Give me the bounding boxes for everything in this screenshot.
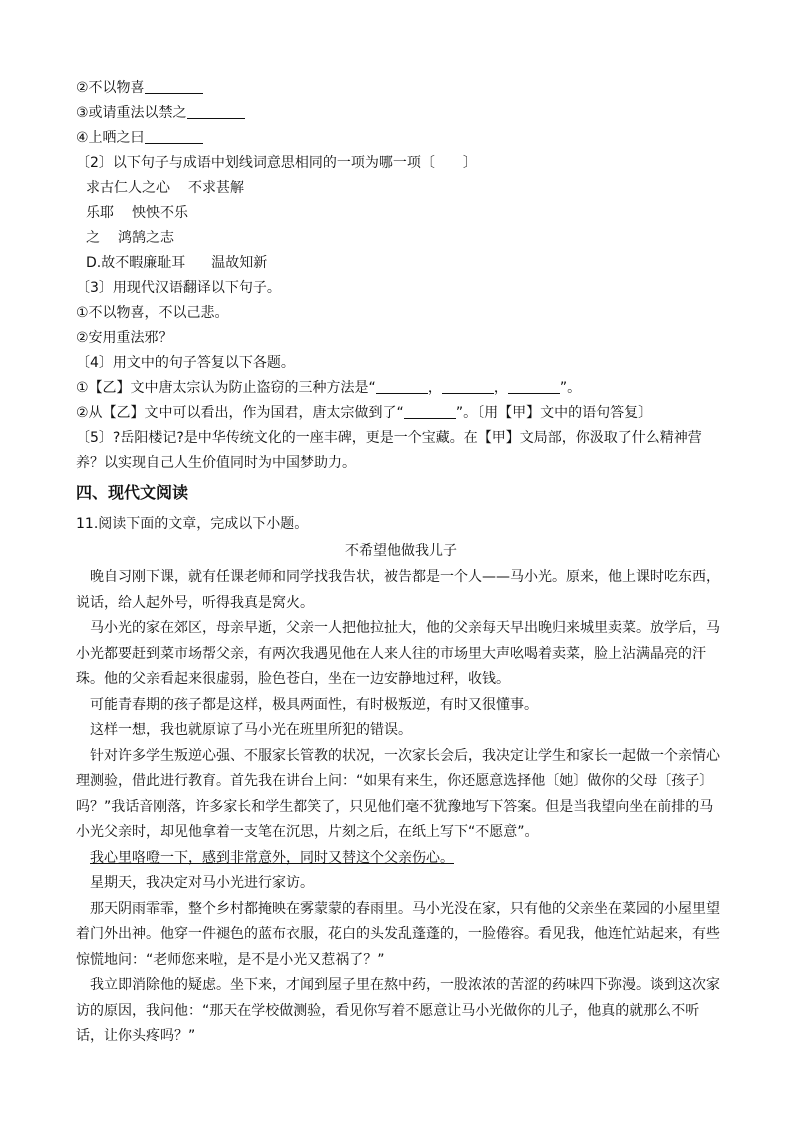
q1-item-4 [76,126,726,151]
q2-option-c [76,226,726,251]
article-paragraph: 星期天，我决定对马小光进行家访。 [90,875,314,891]
q2-option-d-sentence: D.故不暇廉耻耳 [86,255,186,271]
q3-sentence-1: ①不以物喜，不以己悲。 [76,305,229,321]
q2-option-d-idiom: 温故知新 [211,255,268,271]
q4-part-1-suffix: ”。 [559,380,582,396]
section-title: 四、现代文阅读 [76,483,189,502]
q4-sep: ， [427,380,442,396]
answer-blank[interactable] [442,379,494,394]
answer-blank[interactable] [145,129,203,144]
article-underlined-sentence [76,846,726,872]
q2-stem: 〔2〕以下句子与成语中划线词意思相同的一项为哪一项〔 〕 [76,155,477,171]
article-paragraph: 我立即消除他的疑虑。坐下来，才闻到屋子里在熬中药，一股浓浓的苦涩的药味四下弥漫。谈到这次家访的原因，我问他：“那天在学校做测验，看见你写着不愿意让马小光做你的儿子，他真的就那么不听话，让你头疼吗？” [76,977,720,1044]
q2-option-a [76,176,726,201]
q3-sentence-2: ②安用重法邪？ [76,330,173,346]
article-paragraph: 晚自习刚下课，就有任课老师和同学找我告状，被告都是一个人——马小光。原来，他上课时吃东西，说话，给人起外号，听得我真是窝火。 [76,569,720,611]
q1-item-3-text: ③或请重法以禁之 [76,105,187,121]
q4-part-1 [76,376,726,401]
q2-option-a-idiom: 不求甚解 [188,180,244,196]
q2-option-b [76,201,726,226]
article-paragraph: 这样一想，我也就原谅了马小光在班里所犯的错误。 [90,722,412,738]
document-content [76,76,726,1050]
answer-blank[interactable] [145,79,203,94]
article-paragraph: 马小光的家在郊区，母亲早逝，父亲一人把他拉扯大，他的父亲每天早出晚归来城里卖菜。放学后，马小光都要赶到菜市场帮父亲，有两次我遇见他在人来人往的市场里大声吆喝着卖菜，脸上沾满晶亮的汗珠。他的父亲看起来很虚弱，脸色苍白，坐在一边安静地过秤，收钱。 [76,620,720,687]
underlined-sentence: 我心里咯噔一下，感到非常意外，同时又替这个父亲伤心。 [90,849,454,866]
article-paragraph: 可能青春期的孩子都是这样，极具两面性，有时极叛逆，有时又很懂事。 [90,696,538,713]
q2-option-c-idiom: 鸿鹄之志 [118,230,174,246]
q4-stem: 〔4〕用文中的句子答复以下各题。 [76,355,295,371]
q4-part-2-prefix: ②从【乙】文中可以看出，作为国君，唐太宗做到了“ [76,405,404,421]
q4-part-2 [76,401,726,426]
article-paragraph: 那天阴雨霏霏，整个乡村都掩映在雾蒙蒙的春雨里。马小光没在家，只有他的父亲坐在菜园的小屋里望着门外出神。他穿一件褪色的蓝布衣服，花白的头发乱蓬蓬的，一脸倦容。看见我，他连忙站起来，有些惊慌地问：“老师您来啦，是不是小光又惹祸了？” [76,900,720,968]
q1-item-2 [76,76,726,101]
answer-blank[interactable] [187,104,245,119]
q4-part-1-prefix: ①【乙】文中唐太宗认为防止盗窃的三种方法是“ [76,380,376,396]
q2-option-c-sentence: 之 [86,230,100,246]
q5-text: 〔5〕?岳阳楼记?是中华传统文化的一座丰碑，更是一个宝藏。在【甲】文局部，你汲取了什么精神营养？以实现自己人生价值同时为中国梦助力。 [76,430,702,471]
q1-item-4-text: ④上哂之曰 [76,130,145,146]
q3-stem: 〔3〕用现代汉语翻译以下句子。 [76,280,281,296]
q1-item-2-text: ②不以物喜 [76,80,145,96]
q1-item-3 [76,101,726,126]
article-title: 不希望他做我儿子 [345,543,457,559]
answer-blank[interactable] [508,379,560,394]
q2-option-b-sentence: 乐耶 [86,205,114,221]
q2-option-b-idiom: 怏怏不乐 [132,205,188,221]
article-paragraph: 针对许多学生叛逆心强、不服家长管教的状况，一次家长会后，我决定让学生和家长一起做一个亲情心理测验，借此进行教育。首先我在讲台上问：“如果有来生，你还愿意选择他〔她〕做你的父母〔孩子〕吗？”我话音刚落，许多家长和学生都笑了，只见他们毫不犹豫地写下答案。但是当我望向坐在前排的马小光父亲时，却见他拿着一支笔在沉思，片刻之后，在纸上写下“不愿意”。 [76,747,720,840]
q4-part-2-suffix: ”。〔用【甲】文中的语句答复〕 [455,405,653,421]
q4-sep: ， [493,380,508,396]
answer-blank[interactable] [376,379,428,394]
q2-option-a-sentence: 求古仁人之心 [86,180,170,196]
q11-intro: 11.阅读下面的文章，完成以下小题。 [76,516,309,532]
q2-option-d [76,251,726,276]
answer-blank[interactable] [404,404,456,419]
